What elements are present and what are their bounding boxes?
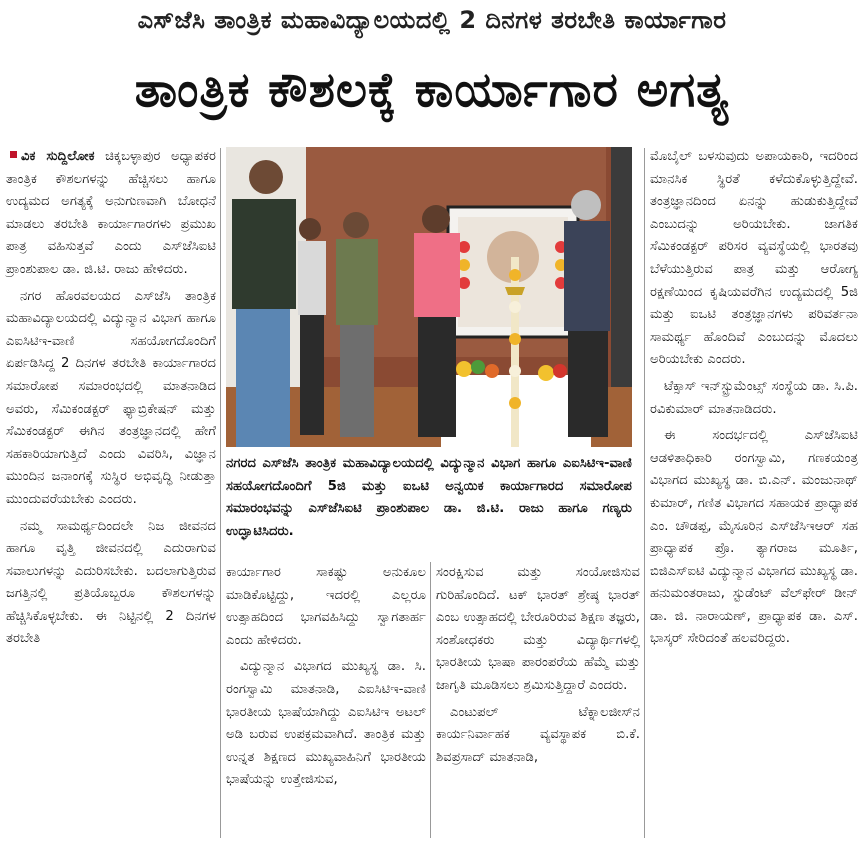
column-divider: [644, 148, 645, 838]
paragraph: ಎಂಟುಪಲ್ ಟೆಕ್ನಾಲಜೀಸ್‌ನ ಕಾರ್ಯನಿರ್ವಾಹಕ ವ್ಯವಸ್ಥಾಪಕ ಬಿ.ಕೆ. ಶಿವಪ್ರಸಾದ್ ಮಾತನಾಡಿ,: [436, 704, 640, 765]
paragraph: ಟೆಕ್ಸಾಸ್ ಇನ್‌ಸ್ಟ್ರುಮೆಂಟ್ಸ್ ಸಂಸ್ಥೆಯ ಡಾ. ಸಿ.ಪಿ. ರವಿಕುಮಾರ್ ಮಾತನಾಡಿದರು.: [650, 378, 858, 417]
article-column-4: [650, 146, 858, 655]
article-column-2: [226, 562, 426, 796]
paragraph: ವಿದ್ಯುನ್ಮಾನ ವಿಭಾಗದ ಮುಖ್ಯಸ್ಥ ಡಾ. ಸಿ. ರಂಗಸ್ವಾಮಿ ಮಾತನಾಡಿ, ಎಐಸಿಟಿಇ-ವಾಣಿ ಭಾರತೀಯ ಭಾಷೆಯಾಗಿದ್ದು ಎಐಸಿಟಿಇ ಅಟಲ್ ಅಡಿ ಬರುವ ಉಪಕ್ರಮವಾಗಿದೆ. ತಾಂತ್ರಿಕ ಮತ್ತು ಉನ್ನತ ಶಿಕ್ಷಣದ ಮುಖ್ಯವಾಹಿನಿಗೆ ಭಾರತೀಯ ಭಾಷೆಯನ್ನು ಉತ್ತೇಜಿಸುವ,: [226, 659, 426, 788]
column-divider: [220, 148, 221, 838]
paragraph: ಸಂರಕ್ಷಿಸುವ ಮತ್ತು ಸಂಯೋಜಿಸುವ ಗುರಿಹೊಂದಿದೆ. ಟಕ್ ಭಾರತ್ ಶ್ರೇಷ್ಠ ಭಾರತ್ ಎಂಬ ಉತ್ಸಾಹದಲ್ಲಿ ಬೇರೂರಿರುವ ಶಿಕ್ಷಣ ತಜ್ಞರು, ಸಂಶೋಧಕರು ಮತ್ತು ವಿದ್ಯಾರ್ಥಿಗಳಲ್ಲಿ ಭಾರತೀಯ ಭಾಷಾ ಪಾರಂಪರೆಯ ಹೆಮ್ಮೆ ಮತ್ತು ಜಾಗೃತಿ ಮೂಡಿಸಲು ಶ್ರಮಿಸುತ್ತಿದ್ದಾರೆ ಎಂದರು.: [436, 565, 640, 693]
paragraph: ಮೊಬೈಲ್ ಬಳಸುವುದು ಅಪಾಯಕಾರಿ, ಇದರಿಂದ ಮಾನಸಿಕ ಸ್ಥಿರತೆ ಕಳೆದುಕೊಳ್ಳುತ್ತಿದ್ದೇವೆ. ತಂತ್ರಜ್ಞಾನದಿಂದ ಏನನ್ನು ಹುಡುಕುತ್ತಿದ್ದೇವೆ ಎಂಬುದನ್ನು ಅರಿಯಬೇಕು. ಜಾಗತಿಕ ಸೆಮಿಕಂಡಕ್ಟರ್ ಪರಿಸರ ವ್ಯವಸ್ಥೆಯಲ್ಲಿ ಭಾರತವು ಬೆಳೆಯುತ್ತಿರುವ ಪಾತ್ರ ಮತ್ತು ಆರೋಗ್ಯ ರಕ್ಷಣೆಯಿಂದ ಕೃಷಿಯವರೆಗಿನ ಉದ್ಯಮದಲ್ಲಿ 5ಜಿ ಮತ್ತು ಐಒಟಿ ತಂತ್ರಜ್ಞಾನಗಳು ಪರಿವರ್ತನಾ ಸಾಮರ್ಥ್ಯ ಹೊಂದಿವೆ ಎಂಬುದನ್ನು ಮೊದಲು ಅರಿಯಬೇಕು ಎಂದರು.: [650, 149, 858, 368]
paragraph-text: ಚಿಕ್ಕಬಳ್ಳಾಪುರ ಅಧ್ಯಾಪಕರ ತಾಂತ್ರಿಕ ಕೌಶಲಗಳನ್ನು ಹೆಚ್ಚಿಸಲು ಹಾಗೂ ಉದ್ಯಮದ ಅಗತ್ಯಕ್ಕೆ ಅನುಗುಣವಾಗಿ ಬೋಧನೆ ಮಾಡಲು ತರಬೇತಿ ಕಾರ್ಯಾಗಾರಗಳು ಪ್ರಮುಖ ಪಾತ್ರ ವಹಿಸುತ್ತವೆ ಎಂದು ಎಸ್‌ಜೆಸಿಐಟಿ ಪ್ರಾಂಶುಪಾಲ ಡಾ. ಜಿ.ಟಿ. ರಾಜು ಹೇಳಿದರು.: [6, 149, 216, 277]
lamp-lighting-illustration: [226, 147, 632, 447]
photo-caption: ನಗರದ ಎಸ್‌ಜೆಸಿ ತಾಂತ್ರಿಕ ಮಹಾವಿದ್ಯಾಲಯದಲ್ಲಿ ವಿದ್ಯುನ್ಮಾನ ವಿಭಾಗ ಹಾಗೂ ಎಐಸಿಟಿಇ-ವಾಣಿ ಸಹಯೋಗದೊಂದಿಗೆ 5ಜಿ ಮತ್ತು ಐಒಟಿ ಅನ್ವಯಿಕ ಕಾರ್ಯಾಗಾರದ ಸಮಾರೋಪ ಸಮಾರಂಭವನ್ನು ಎಸ್‌ಜೆಸಿಐಟಿ ಪ್ರಾಂಶುಪಾಲ ಡಾ. ಜಿ.ಟಿ. ರಾಜು ಹಾಗೂ ಗಣ್ಯರು ಉದ್ಘಾಟಿಸಿದರು.: [226, 456, 632, 539]
source-tag: ವಿಕ ಸುದ್ದಿಲೋಕ: [21, 149, 95, 164]
event-photo: [226, 147, 632, 447]
bullet-icon: [10, 151, 17, 158]
paragraph: ಕಾರ್ಯಾಗಾರ ಸಾಕಷ್ಟು ಅನುಕೂಲ ಮಾಡಿಕೊಟ್ಟಿದ್ದು, ಇದರಲ್ಲಿ ಎಲ್ಲರೂ ಉತ್ಸಾಹದಿಂದ ಭಾಗವಹಿಸಿದ್ದು ಸ್ವಾಗತಾರ್ಹ ಎಂದು ಹೇಳಿದರು.: [226, 565, 426, 648]
paragraph: ನಮ್ಮ ಸಾಮರ್ಥ್ಯದಿಂದಲೇ ನಿಜ ಜೀವನದ ಹಾಗೂ ವೃತ್ತಿ ಜೀವನದಲ್ಲಿ ಎದುರಾಗುವ ಸವಾಲುಗಳನ್ನು ಎದುರಿಸಬೇಕು. ಬದಲಾಗುತ್ತಿರುವ ಜಗತ್ತಿನಲ್ಲಿ ಪ್ರತಿಯೊಬ್ಬರೂ ಕೌಶಲಗಳನ್ನು ಹೆಚ್ಚಿಸಿಕೊಳ್ಳಬೇಕು. ಈ ನಿಟ್ಟಿನಲ್ಲಿ 2 ದಿನಗಳ ತರಬೇತಿ: [6, 518, 216, 647]
paragraph: [6, 146, 216, 282]
paragraph: ಈ ಸಂದರ್ಭದಲ್ಲಿ ಎಸ್‌ಜೆಸಿಐಟಿ ಆಡಳಿತಾಧಿಕಾರಿ ರಂಗಸ್ವಾಮಿ, ಗಣಕಯಂತ್ರ ವಿಭಾಗದ ಮುಖ್ಯಸ್ಥ ಡಾ. ಬಿ.ಎನ್. ಮಂಜುನಾಥ್ ಕುಮಾರ್, ಗಣಿತ ವಿಭಾಗದ ಸಹಾಯಕ ಪ್ರಾಧ್ಯಾಪಕ ಎಂ. ಚೌಡಪ್ಪ, ಮೈಸೂರಿನ ಎಸ್‌ಜೆಸಿಇಆರ್ ಸಹ ಪ್ರಾಧ್ಯಾಪಕ ಪ್ರೊ. ತ್ಯಾಗರಾಜ ಮೂರ್ತಿ, ಬಿಜಿಎಸ್‌ಐಟಿ ವಿದ್ಯುನ್ಮಾನ ವಿಭಾಗದ ಮುಖ್ಯಸ್ಥ ಡಾ. ಹನುಮಂತರಾಜು, ಸ್ಟುಡೆಂಟ್ ವೆಲ್‌ಫೇರ್ ಡೀನ್ ಡಾ. ಜಿ. ನಾರಾಯಣ್, ಪ್ರಾಧ್ಯಾಪಕ ಡಾ. ಎಸ್. ಭಾಸ್ಕರ್ ಸೇರಿದಂತೆ ಹಲವರಿದ್ದರು.: [650, 428, 858, 647]
column-divider: [430, 562, 431, 838]
kicker: ಎಸ್‌ಜೆಸಿ ತಾಂತ್ರಿಕ ಮಹಾವಿದ್ಯಾಲಯದಲ್ಲಿ 2 ದಿನಗಳ ತರಬೇತಿ ಕಾರ್ಯಾಗಾರ: [137, 6, 727, 34]
article-column-1: [6, 146, 216, 655]
headline: ತಾಂತ್ರಿಕ ಕೌಶಲಕ್ಕೆ ಕಾರ್ಯಾಗಾರ ಅಗತ್ಯ: [134, 62, 730, 118]
article-column-3: [436, 562, 640, 773]
paragraph: ನಗರ ಹೊರವಲಯದ ಎಸ್‌ಜೆಸಿ ತಾಂತ್ರಿಕ ಮಹಾವಿದ್ಯಾಲಯದಲ್ಲಿ ವಿದ್ಯುನ್ಮಾನ ವಿಭಾಗ ಹಾಗೂ ಎಐಸಿಟಿಇ-ವಾಣಿ ಸಹಯೋಗದೊಂದಿಗೆ ಏರ್ಪಡಿಸಿದ್ದ 2 ದಿನಗಳ ತರಬೇತಿ ಕಾರ್ಯಾಗಾರದ ಸಮಾರೋಪ ಸಮಾರಂಭದಲ್ಲಿ ಮಾತನಾಡಿದ ಅವರು, ಸೆಮಿಕಂಡಕ್ಟರ್ ಫ್ಯಾಬ್ರಿಕೇಷನ್ ಮತ್ತು ಸೆಮಿಕಂಡಕ್ಟರ್ ಈಗಿನ ತಂತ್ರಜ್ಞಾನದಲ್ಲಿ ಹೇಗೆ ಸಹಕಾರಿಯಾಗುತ್ತಿದೆ ಎಂದು ವಿವರಿಸಿ, ವಿಜ್ಞಾನ ಮುಂದಿನ ಜನಾಂಗಕ್ಕೆ ಸುಸ್ಥಿರ ಅಭಿವೃದ್ಧಿ ನೀಡುತ್ತಾ ಮುಂದುವರೆಯಬೇಕು ಎಂದರು.: [6, 288, 216, 507]
